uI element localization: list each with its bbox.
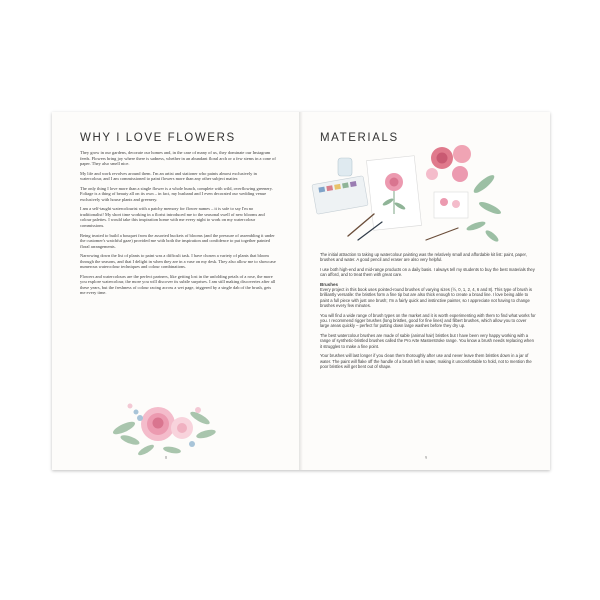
peony-flower xyxy=(171,417,193,439)
paragraph: Every project in this book uses pointed-round brushes of varying sizes (½, 0, 1, 2, 4, 6 and 8). This type of brush is brilliantly versatile: the bristles form a fine tip but are also thick enough to create a broad line. I love being able to paint a full piece with just one brush; I'm a fairly quick and instinctive painter, so I appreciate not having to change brushes every few minutes. xyxy=(320,287,532,309)
paragraph: They grow in our gardens, decorate our homes and, in the case of many of us, they dominate our Instagram feeds. Flowers bring joy where there is sadness, whether in an abundant floral arch or a few stems in a cone of paper. They also smell nice. xyxy=(80,150,276,167)
book-spread xyxy=(52,112,550,470)
paragraph: The only thing I love more than a single flower is a whole bunch, complete with wild, overflowing greenery. Foliage is a thing of beauty all on its own – in fact, my husband and I even decorated our wedding venue exclusively with house plants and greenery. xyxy=(80,185,273,202)
left-body-text xyxy=(80,150,276,300)
paragraph: Being trusted to build a bouquet from the assorted buckets of blooms (and the pressure of assembling it under the customer's watchful gaze) provided me with both the inspiration and confidence to put together painted floral arrangements. xyxy=(80,232,275,249)
water-jar xyxy=(338,158,352,176)
paragraph: Narrowing down the list of plants to paint was a difficult task. I have chosen a variety of plants that bloom through the seasons, and that I delight in when they are in a vase on my desk. They also allow me to showcase numerous watercolour techniques and colour combinations. xyxy=(80,253,276,270)
right-page xyxy=(302,112,550,470)
right-body-text xyxy=(320,252,536,373)
paragraph: You will find a wide range of brush types on the market and it is worth experimenting with them to find what works for you. I recommend rigger brushes (long bristles, good for fine lines) and filbert brushes, which allow you to cover large areas quickly – perfect for putting down large washes before they dry up. xyxy=(320,312,536,329)
paint-palette xyxy=(312,176,368,215)
paragraph: My life and work revolves around them. I'm an artist and stationer who paints almost exclusively in watercolour, and I am commissioned to paint flowers more than any other subject matter. xyxy=(80,170,257,182)
paragraph: Flowers and watercolours are the perfect partners, like getting lost in the unfolding petals of a rose, the more you explore watercolour, the more you will discover its subtle surprises. I am still making discoveries after all these years, but the freshness of colour racing across a wet page, triggered by a single dab of the brush, gets me every time. xyxy=(80,273,276,296)
rose-flower xyxy=(141,407,175,441)
subheading-brushes: Brushes xyxy=(320,281,339,287)
paragraph: I use both high-end and mid-range products on a daily basis. I always tell my students to buy the best materials they can afford, and to treat them with great care. xyxy=(320,266,535,278)
paragraph: Your brushes will last longer if you clean them thoroughly after use and never leave them bristles down in a jar of water. The paint will flake off the handle of a brush left in water, making it uncomfortable to hold, not to mention the poor bristles will get bent out of shape. xyxy=(320,353,532,369)
paper-sheet xyxy=(366,156,421,231)
floral-illustration xyxy=(110,388,220,462)
materials-illustration xyxy=(308,144,502,248)
greenery xyxy=(466,173,502,244)
swatch-card xyxy=(434,192,468,218)
page-title: WHY I LOVE FLOWERS xyxy=(80,132,236,144)
page-number: 8 xyxy=(165,455,167,460)
rose-bouquet xyxy=(426,145,471,182)
paragraph: The best watercolour brushes are made of sable (animal hair) bristles but I have been very happy working with a range of synthetic-bristled brushes called the Pro Arte Masterstroke range. You know a brush needs replacing when it struggles to make a fine point. xyxy=(320,332,534,349)
paragraph: I am a self-taught watercolourist with a patchy memory for flower names – it is safe to say I'm no traditionalist! My short time working in a florist introduced me to the seasonal swell of new blooms and colour palettes. I would take this inspiration home with me every night to work on my watercolour commissions. xyxy=(80,206,265,229)
page-title: MATERIALS xyxy=(320,132,399,144)
page-number: 9 xyxy=(425,455,427,460)
left-page xyxy=(52,112,300,470)
paragraph: The initial attraction to taking up watercolour painting was the relatively small and affordable kit list: paint, paper, brushes and water. A good pencil and eraser are also very helpful. xyxy=(320,252,527,263)
